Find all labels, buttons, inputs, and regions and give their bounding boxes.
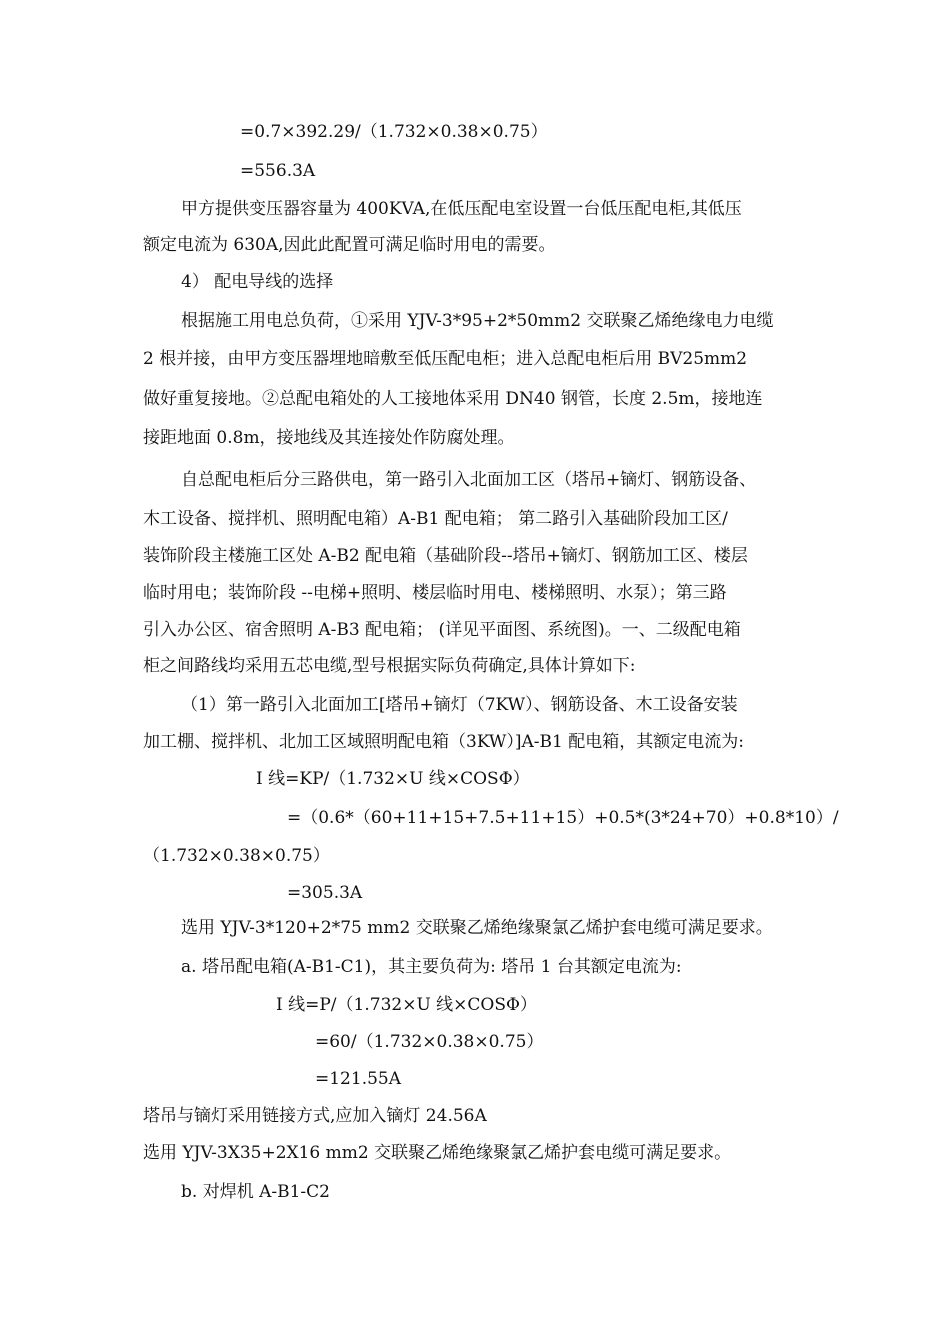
formula-result: =556.3A (240, 161, 316, 181)
paragraph-line: 根据施工用电总负荷，①采用 YJV-3*95+2*50mm2 交联聚乙烯绝缘电力电缆 (181, 311, 774, 331)
formula-line: =60/（1.732×0.38×0.75） (315, 1032, 544, 1052)
paragraph-line: 接距地面 0.8m，接地线及其连接处作防腐处理。 (143, 428, 515, 448)
formula-line: I 线=P/（1.732×U 线×COSΦ） (276, 995, 537, 1015)
formula-line: =0.7×392.29/（1.732×0.38×0.75） (240, 122, 548, 142)
formula-result: =121.55A (315, 1069, 402, 1089)
paragraph-line: 2 根并接，由甲方变压器埋地暗敷至低压配电柜；进入总配电柜后用 BV25mm2 (143, 349, 748, 369)
paragraph-line: 加工棚、搅拌机、北加工区域照明配电箱（3KW）]A-B1 配电箱，其额定电流为: (143, 732, 744, 752)
paragraph-line: 柜之间路线均采用五芯电缆,型号根据实际负荷确定,具体计算如下: (143, 656, 636, 676)
formula-result: =305.3A (287, 883, 363, 903)
paragraph-line: a. 塔吊配电箱(A-B1-C1)，其主要负荷为: 塔吊 1 台其额定电流为: (181, 957, 682, 977)
paragraph-line: b. 对焊机 A-B1-C2 (181, 1182, 330, 1202)
paragraph-line: （1）第一路引入北面加工[塔吊+镝灯（7KW）、钢筋设备、木工设备安装 (181, 695, 738, 715)
paragraph-line: 选用 YJV-3*120+2*75 mm2 交联聚乙烯绝缘聚氯乙烯护套电缆可满足要求。 (181, 918, 773, 938)
formula-line: =（0.6*（60+11+15+7.5+11+15）+0.5*(3*24+70）+0.8*10）/ (287, 808, 839, 828)
paragraph-line: 做好重复接地。②总配电箱处的人工接地体采用 DN40 钢管，长度 2.5m，接地连 (143, 389, 763, 409)
paragraph-line: 木工设备、搅拌机、照明配电箱）A-B1 配电箱； 第二路引入基础阶段加工区/ (143, 509, 728, 529)
paragraph-line: 甲方提供变压器容量为 400KVA,在低压配电室设置一台低压配电柜,其低压 (181, 199, 742, 219)
paragraph-line: 塔吊与镝灯采用链接方式,应加入镝灯 24.56A (143, 1106, 487, 1126)
paragraph-line: 选用 YJV-3X35+2X16 mm2 交联聚乙烯绝缘聚氯乙烯护套电缆可满足要求。 (143, 1143, 732, 1163)
formula-line: I 线=KP/（1.732×U 线×COSΦ） (256, 769, 530, 789)
paragraph-line: 装饰阶段主楼施工区处 A-B2 配电箱（基础阶段--塔吊+镝灯、钢筋加工区、楼层 (143, 546, 748, 566)
paragraph-line: 自总配电柜后分三路供电，第一路引入北面加工区（塔吊+镝灯、钢筋设备、 (181, 470, 757, 490)
paragraph-line: 额定电流为 630A,因此此配置可满足临时用电的需要。 (143, 235, 556, 255)
paragraph-line: 引入办公区、宿舍照明 A-B3 配电箱； (详见平面图、系统图)。一、二级配电箱 (143, 620, 741, 640)
paragraph-line: 临时用电；装饰阶段 --电梯+照明、楼层临时用电、楼梯照明、水泵）；第三路 (143, 583, 727, 603)
formula-line: （1.732×0.38×0.75） (143, 846, 330, 866)
section-heading: 4） 配电导线的选择 (181, 272, 334, 292)
